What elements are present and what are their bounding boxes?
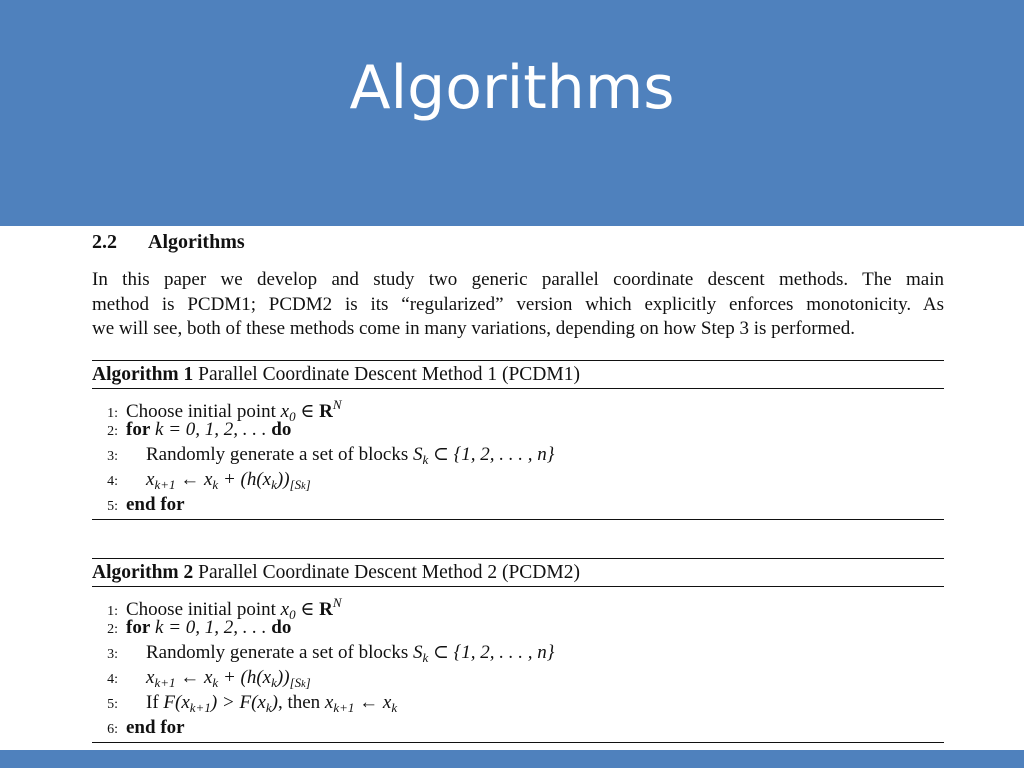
math-x0: $x_0$ — [280, 599, 296, 622]
line-number: 2: — [107, 622, 118, 637]
line-number: 5: — [107, 697, 118, 712]
math-condition: $F(x_{k+1}) > F(x_k)$ — [163, 692, 278, 715]
math-assign: $x_{k+1}$ ← $x_k$ — [324, 692, 398, 715]
algorithm-step: 1: Choose initial point $x_0$ ∈ $R^N$ — [92, 392, 944, 417]
math-Sk: $S_k$ — [412, 444, 429, 467]
line-number: 3: — [107, 647, 118, 662]
algorithm-title: Parallel Coordinate Descent Method 2 (PCDM2) — [198, 562, 580, 583]
algorithm-step — [92, 690, 944, 715]
section-heading — [92, 231, 245, 254]
line-number: 5: — [107, 499, 118, 514]
algorithm-step — [92, 492, 944, 517]
intro-line: we will see, both of these methods come in many variations, depending on how Step 3 is performed. — [92, 318, 856, 339]
loop-range: k = 0, 1, 2, . . . — [155, 617, 267, 638]
intro-line: method is PCDM1; PCDM2 is its “regularized” version which explicitly enforces monotonicity. As — [92, 293, 944, 315]
algorithm-step — [92, 715, 944, 740]
math-set: ⊂ {1, 2, . . . , n} — [433, 444, 555, 465]
algorithm-2-caption — [92, 559, 944, 587]
math-set: ⊂ {1, 2, . . . , n} — [433, 642, 555, 663]
line-number: 4: — [107, 474, 118, 489]
keyword-do: do — [271, 617, 292, 638]
keyword-end-for: end for — [126, 717, 185, 738]
keyword-do: do — [271, 419, 292, 440]
section-title: Algorithms — [148, 231, 245, 253]
keyword-for: for — [126, 419, 151, 440]
step-if: If — [146, 692, 159, 713]
algorithm-2-steps — [92, 587, 944, 743]
algorithm-1-steps — [92, 389, 944, 520]
slide-title: Algorithms — [349, 53, 675, 123]
step-text: Choose initial point — [126, 599, 276, 620]
algorithm-2-box — [92, 558, 944, 743]
algorithm-step — [92, 442, 944, 467]
math-RN: $R^N$ — [319, 397, 342, 422]
algorithm-title: Parallel Coordinate Descent Method 1 (PCDM1) — [198, 364, 580, 385]
algorithm-label: Algorithm 2 — [92, 562, 194, 583]
algorithm-step — [92, 417, 944, 442]
line-number: 6: — [107, 722, 118, 737]
slide-footer-bar — [0, 750, 1024, 768]
algorithm-1-box — [92, 360, 944, 520]
slide-header — [0, 0, 1024, 226]
math-RN: $R^N$ — [319, 595, 342, 620]
math-update: $x_{k+1}$ ← $x_k + (h(x_k))_{[Sk]}$ — [146, 667, 311, 690]
algorithm-step — [92, 665, 944, 690]
line-number: 4: — [107, 672, 118, 687]
line-number: 1: — [107, 604, 118, 619]
step-text: Choose initial point — [126, 401, 276, 422]
line-number: 2: — [107, 424, 118, 439]
algorithm-step: 1: Choose initial point $x_0$ ∈ $R^N$ — [92, 590, 944, 615]
line-number: 3: — [107, 449, 118, 464]
line-number: 1: — [107, 406, 118, 421]
math-update: $x_{k+1}$ ← $x_k + (h(x_k))_{[Sk]}$ — [146, 469, 311, 492]
math-Sk: $S_k$ — [412, 642, 429, 665]
algorithm-label: Algorithm 1 — [92, 364, 194, 385]
intro-paragraph — [92, 268, 944, 342]
step-text: Randomly generate a set of blocks — [146, 444, 409, 465]
algorithm-step — [92, 467, 944, 492]
math-x0: $x_0$ — [280, 401, 296, 424]
loop-range: k = 0, 1, 2, . . . — [155, 419, 267, 440]
step-then: , then — [277, 692, 321, 713]
algorithm-step — [92, 640, 944, 665]
step-text: Randomly generate a set of blocks — [146, 642, 409, 663]
section-number: 2.2 — [92, 231, 117, 253]
keyword-for: for — [126, 617, 151, 638]
algorithm-step — [92, 615, 944, 640]
intro-line: In this paper we develop and study two generic parallel coordinate descent methods. The main — [92, 269, 944, 290]
algorithm-1-caption — [92, 361, 944, 389]
keyword-end-for: end for — [126, 494, 185, 515]
